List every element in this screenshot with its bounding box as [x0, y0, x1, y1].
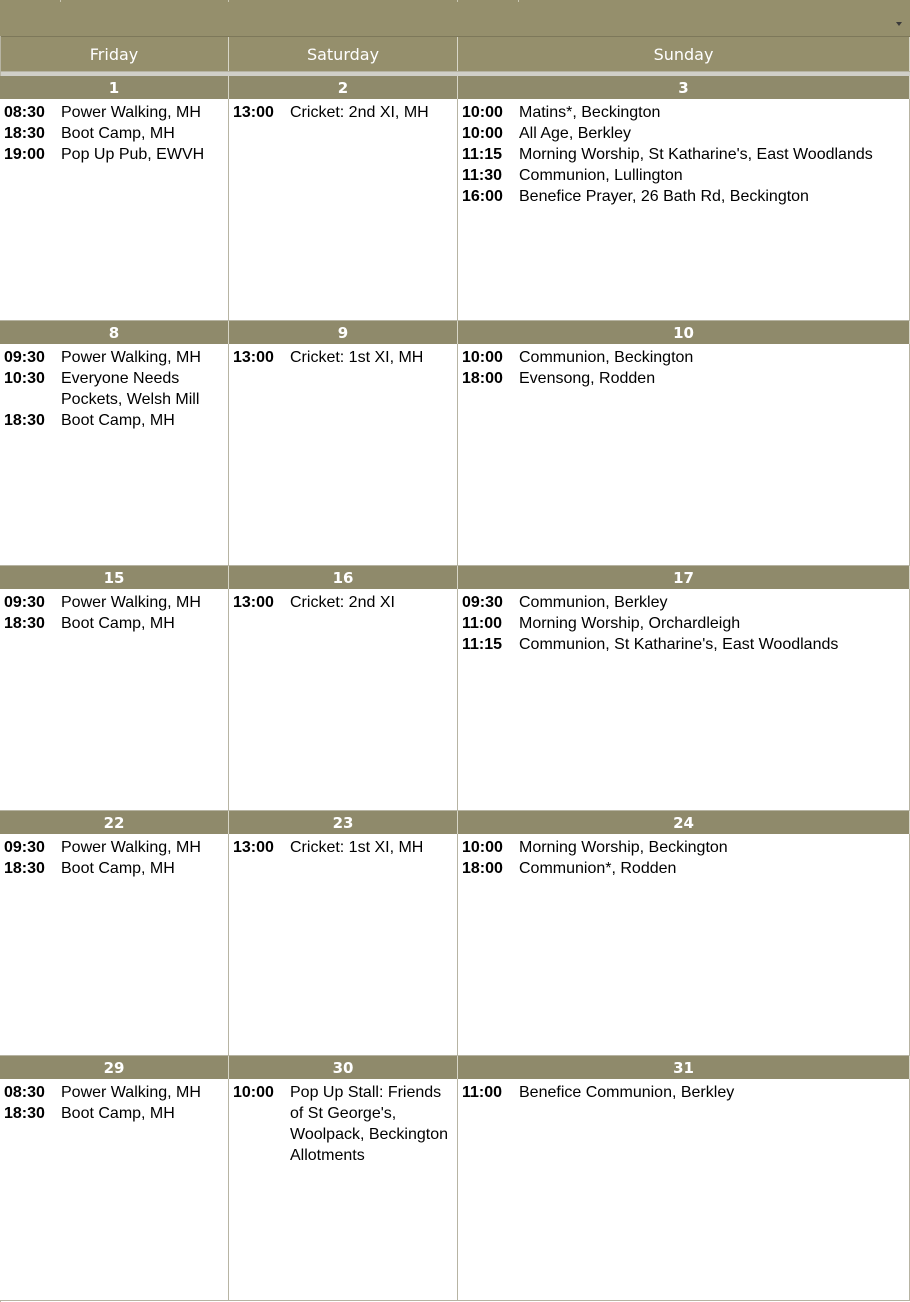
event-entry	[458, 837, 909, 858]
event-time: 13:00	[233, 594, 274, 611]
event-entry	[458, 144, 909, 165]
week-divider	[0, 320, 910, 321]
event-entry	[0, 613, 228, 634]
event-description: Morning Worship, Beckington	[519, 839, 728, 856]
event-description: Cricket: 2nd XI, MH	[290, 104, 429, 121]
date-header: 24	[458, 811, 910, 834]
date-header: 29	[0, 1056, 229, 1079]
event-description: Boot Camp, MH	[61, 1105, 175, 1122]
date-header: 31	[458, 1056, 910, 1079]
event-description: Pop Up Stall: Friends of St George's, Woolpack, Beckington Allotments	[290, 1084, 449, 1164]
day-cell[interactable]	[229, 99, 458, 321]
date-header: 2	[229, 76, 458, 99]
event-entry	[229, 1082, 457, 1166]
date-header: 22	[0, 811, 229, 834]
event-time: 10:00	[462, 839, 503, 856]
day-cell[interactable]	[458, 834, 910, 1056]
event-description: Boot Camp, MH	[61, 412, 175, 429]
date-header: 8	[0, 321, 229, 344]
event-time: 18:30	[4, 615, 45, 632]
event-time: 10:00	[462, 125, 503, 142]
week-divider	[0, 810, 910, 811]
dropdown-arrow-icon[interactable]	[896, 22, 902, 26]
event-description: Morning Worship, St Katharine's, East Woodlands	[519, 146, 873, 163]
date-header: 30	[229, 1056, 458, 1079]
day-cell[interactable]	[0, 1079, 229, 1301]
event-entry	[458, 634, 909, 655]
event-time: 11:30	[462, 167, 503, 184]
event-description: Cricket: 1st XI, MH	[290, 349, 424, 366]
event-time: 13:00	[233, 349, 274, 366]
event-entry	[458, 102, 909, 123]
event-description: Power Walking, MH	[61, 1084, 201, 1101]
event-entry	[229, 347, 457, 368]
event-description: Benefice Prayer, 26 Bath Rd, Beckington	[519, 188, 809, 205]
event-entry	[458, 123, 909, 144]
day-cell[interactable]	[0, 344, 229, 566]
date-header: 3	[458, 76, 910, 99]
event-time: 08:30	[4, 1084, 45, 1101]
event-description: Communion, Berkley	[519, 594, 668, 611]
event-entry	[229, 102, 457, 123]
date-header: 9	[229, 321, 458, 344]
event-time: 18:30	[4, 125, 45, 142]
event-description: Cricket: 1st XI, MH	[290, 839, 424, 856]
event-time: 11:00	[462, 1084, 503, 1101]
day-cell[interactable]	[229, 344, 458, 566]
event-description: Power Walking, MH	[61, 104, 201, 121]
event-time: 11:00	[462, 615, 503, 632]
event-description: Matins*, Beckington	[519, 104, 661, 121]
event-entry	[0, 1103, 228, 1124]
event-entry	[0, 347, 228, 368]
event-time: 18:30	[4, 412, 45, 429]
column-header-saturday: Saturday	[229, 37, 458, 71]
event-time: 09:30	[4, 839, 45, 856]
event-description: Morning Worship, Orchardleigh	[519, 615, 741, 632]
event-entry	[0, 368, 228, 410]
event-entry	[0, 410, 228, 431]
date-header: 1	[0, 76, 229, 99]
event-description: Power Walking, MH	[61, 594, 201, 611]
event-time: 18:30	[4, 1105, 45, 1122]
week-divider	[0, 1055, 910, 1056]
event-entry	[458, 165, 909, 186]
event-description: Benefice Communion, Berkley	[519, 1084, 735, 1101]
event-description: Everyone Needs Pockets, Welsh Mill	[61, 370, 200, 408]
event-entry	[229, 592, 457, 613]
event-entry	[0, 123, 228, 144]
day-cell[interactable]	[0, 589, 229, 811]
event-description: Pop Up Pub, EWVH	[61, 146, 205, 163]
bottom-border	[0, 1300, 910, 1301]
column-header-friday: Friday	[0, 37, 229, 71]
event-entry	[458, 347, 909, 368]
day-cell[interactable]	[0, 99, 229, 321]
column-header-sunday: Sunday	[458, 37, 910, 71]
event-description: All Age, Berkley	[519, 125, 632, 142]
day-cell[interactable]	[458, 99, 910, 321]
event-description: Communion, St Katharine's, East Woodlands	[519, 636, 839, 653]
week-divider	[0, 565, 910, 566]
event-time: 10:00	[233, 1084, 274, 1101]
toolbar-row	[0, 0, 910, 37]
event-description: Boot Camp, MH	[61, 615, 175, 632]
date-header: 16	[229, 566, 458, 589]
event-entry	[0, 858, 228, 879]
event-time: 11:15	[462, 146, 503, 163]
event-time: 18:30	[4, 860, 45, 877]
event-entry	[458, 368, 909, 389]
day-cell[interactable]	[229, 1079, 458, 1301]
event-entry	[458, 1082, 909, 1103]
event-entry	[458, 186, 909, 207]
event-time: 18:00	[462, 370, 503, 387]
event-description: Boot Camp, MH	[61, 125, 175, 142]
event-time: 08:30	[4, 104, 45, 121]
event-time: 11:15	[462, 636, 503, 653]
event-time: 09:30	[4, 349, 45, 366]
day-cell[interactable]	[229, 834, 458, 1056]
event-description: Power Walking, MH	[61, 839, 201, 856]
event-description: Communion*, Rodden	[519, 860, 677, 877]
day-cell[interactable]	[229, 589, 458, 811]
event-description: Communion, Beckington	[519, 349, 694, 366]
day-cell[interactable]	[458, 1079, 910, 1301]
event-time: 09:30	[4, 594, 45, 611]
date-header: 17	[458, 566, 910, 589]
event-time: 19:00	[4, 146, 45, 163]
date-header: 15	[0, 566, 229, 589]
event-time: 13:00	[233, 839, 274, 856]
event-time: 10:30	[4, 370, 45, 387]
event-time: 16:00	[462, 188, 503, 205]
event-entry	[0, 837, 228, 858]
event-entry	[0, 592, 228, 613]
event-entry	[0, 1082, 228, 1103]
event-time: 09:30	[462, 594, 503, 611]
event-description: Power Walking, MH	[61, 349, 201, 366]
grid-divider	[457, 0, 458, 2]
day-cell[interactable]	[0, 834, 229, 1056]
grid-divider	[60, 0, 61, 2]
day-cell[interactable]	[458, 344, 910, 566]
event-entry	[458, 858, 909, 879]
event-entry	[229, 837, 457, 858]
event-entry	[0, 144, 228, 165]
event-time: 13:00	[233, 104, 274, 121]
event-description: Evensong, Rodden	[519, 370, 656, 387]
event-entry	[0, 102, 228, 123]
event-description: Communion, Lullington	[519, 167, 683, 184]
event-entry	[458, 613, 909, 634]
grid-divider	[228, 0, 229, 2]
date-header: 10	[458, 321, 910, 344]
day-cell[interactable]	[458, 589, 910, 811]
grid-divider	[518, 0, 519, 2]
event-time: 18:00	[462, 860, 503, 877]
date-header: 23	[229, 811, 458, 834]
event-time: 10:00	[462, 349, 503, 366]
event-time: 10:00	[462, 104, 503, 121]
event-entry	[458, 592, 909, 613]
event-description: Cricket: 2nd XI	[290, 594, 395, 611]
event-description: Boot Camp, MH	[61, 860, 175, 877]
